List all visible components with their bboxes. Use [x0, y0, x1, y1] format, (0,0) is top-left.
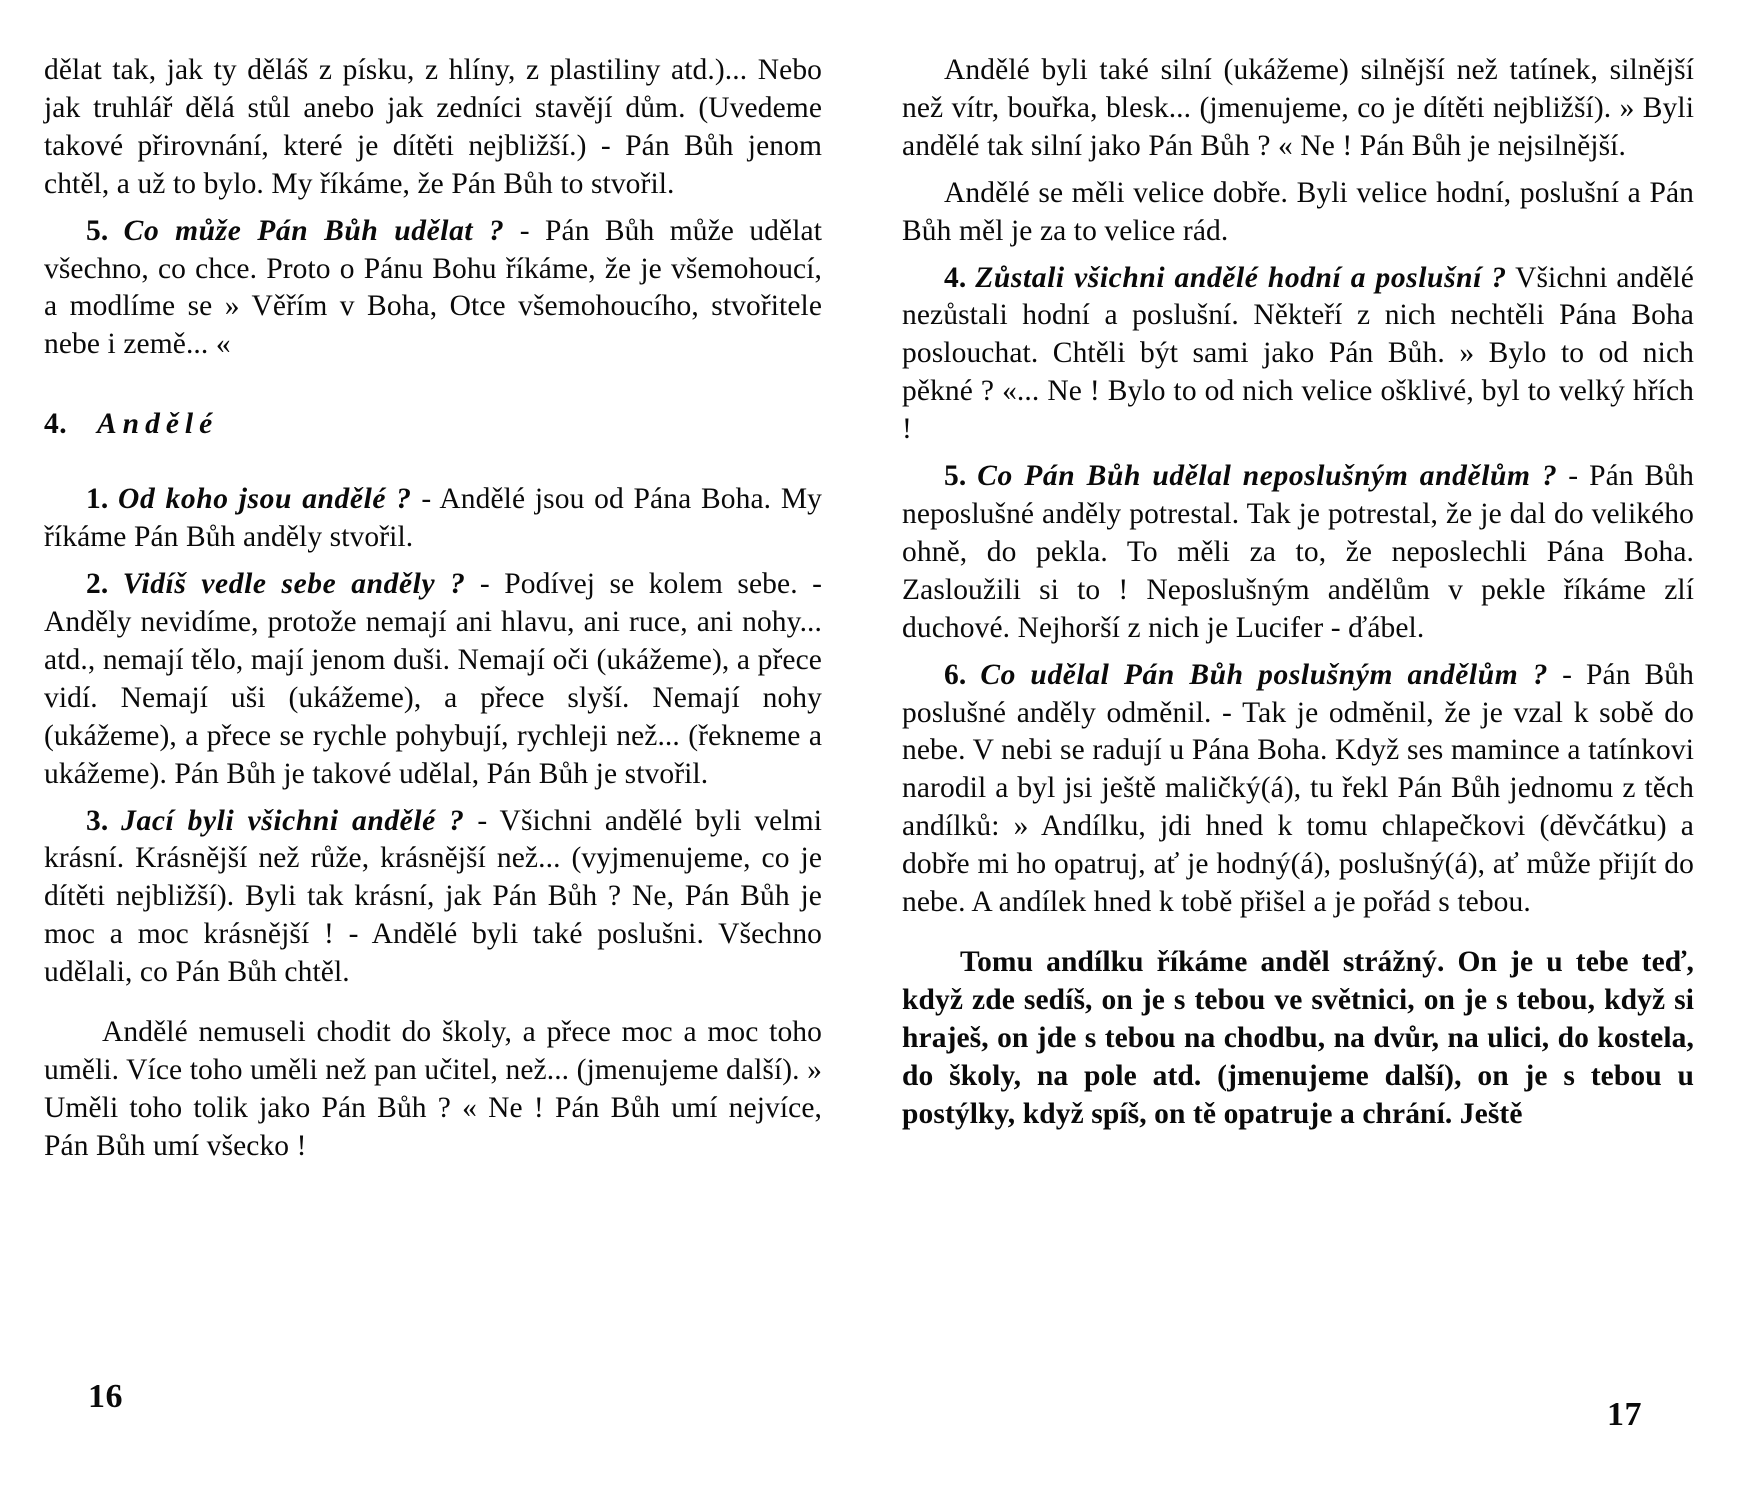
- item-answer: - Pán Bůh poslušné anděly odměnil. - Tak je odměnil, že je vzal k sobě do nebe. V nebi se radují u Pána Boha. Když ses mamince a tatínkovi narodil a byl jsi ještě maličký(á), tu řekl Pán Bůh jednomu z těch andílků: » Andílku, jdi hned k tomu chlapečkovi (děvčátku) a dobře mi ho opatruj, ať je hodný(á), poslušný(á), ať může přijít do nebe. A andílek hned k tobě přišel a je pořád s tebou.: [902, 658, 1694, 919]
- question-item-5-right: [902, 458, 1694, 648]
- question-item-3: [44, 803, 822, 993]
- item-number: 3.: [86, 804, 109, 837]
- item-question: Jací byli všichni andělé ?: [121, 804, 465, 837]
- item-number: 4.: [944, 261, 967, 294]
- folio-right: 17: [1607, 1396, 1642, 1433]
- item-answer: - Pán Bůh neposlušné anděly potrestal. Tak je potrestal, že je dal do velikého ohně, do pekla. To měli za to, že neposlechli Pána Boha. Zasloužili si to ! Neposlušným andělům v pekle říkáme zlí duchové. Nejhorší z nich je Lucifer - ďábel.: [902, 460, 1695, 644]
- section-title: Andělé: [97, 408, 219, 441]
- item-answer: - Všichni andělé byli velmi krásní. Krásnější než růže, krásnější než... (vyjmenujeme, co je dítěti nejbližší). Byli tak krásní, jak Pán Bůh ? Ne, Pán Bůh je moc a moc krásnější ! - Andělé byli také poslušni. Všechno udělali, co Pán Bůh chtěl.: [44, 804, 823, 989]
- question-item-2: [44, 566, 822, 793]
- item-number: 5.: [86, 214, 109, 247]
- item-answer: Všichni andělé nezůstali hodní a poslušní. Někteří z nich nechtěli Pána Boha poslouchat. Chtěli být sami jako Pán Bůh. » Bylo to od nich pěkné ? «... Ne ! Bylo to od nich velice ošklivé, byl to velký hřích !: [902, 261, 1695, 446]
- right-column-text: [902, 52, 1694, 1133]
- folio-left: 16: [88, 1378, 123, 1415]
- item-question: Co může Pán Bůh udělat ?: [123, 214, 505, 247]
- item-number: 2.: [86, 568, 109, 601]
- item-number: 6.: [944, 658, 967, 691]
- item-number: 1.: [86, 483, 109, 516]
- item-answer: - Andělé jsou od Pána Boha. My říkáme Pán Bůh anděly stvořil.: [44, 483, 823, 554]
- item-question: Co Pán Bůh udělal neposlušným andělům ?: [977, 460, 1558, 493]
- item-question: Vidíš vedle sebe anděly ?: [122, 568, 466, 601]
- paragraph-angels-strength: Andělé byli také silní (ukážeme) silnější než tatínek, silnější než vítr, bouřka, blesk... (jmenujeme, co je dítěti nejbližší). » Byli andělé tak silní jako Pán Bůh ? « Ne ! Pán Bůh je nejsilnější.: [902, 54, 1694, 162]
- question-item-1: [44, 481, 822, 557]
- item-answer: - Pán Bůh může udělat všechno, co chce. Proto o Pánu Bohu říkáme, že je všemohoucí, a modlíme se » Věřím v Boha, Otce všemohoucího, stvořitele nebe i země... «: [44, 214, 823, 361]
- question-item-4: [902, 260, 1694, 450]
- page-right: [862, 52, 1694, 1452]
- section-number: 4.: [44, 408, 68, 441]
- paragraph-angels-wellbeing: Andělé se měli velice dobře. Byli velice hodní, poslušní a Pán Bůh měl je za to velice rád.: [902, 176, 1694, 247]
- page-left: [44, 52, 862, 1452]
- paragraph-continuation: dělat tak, jak ty děláš z písku, z hlíny, z plastiliny atd.)... Nebo jak truhlář dělá stůl anebo jak zedníci stavějí dům. (Uvedeme takové přirovnání, které je dítěti nejbližší.) - Pán Bůh jenom chtěl, a už to bylo. My říkáme, že Pán Bůh to stvořil.: [44, 54, 823, 200]
- section-heading: [44, 408, 822, 441]
- item-number: 5.: [944, 460, 967, 493]
- item-question: Zůstali všichni andělé hodní a poslušní ?: [975, 261, 1507, 294]
- question-item-6: [902, 657, 1694, 922]
- paragraph-guardian-angel: Tomu andílku říkáme anděl strážný. On je u tebe teď, když zde sedíš, on je s tebou ve světnici, on je s tebou, když si hraješ, on jde s tebou na chodbu, na dvůr, na ulici, do kostela, do školy, na pole atd. (jmenujeme další), on je s tebou u postýlky, když spíš, on tě opatruje a chrání. Ještě: [902, 945, 1694, 1130]
- item-question: Co udělal Pán Bůh poslušným andělům ?: [980, 658, 1549, 691]
- item-answer: - Podívej se kolem sebe. - Anděly nevidíme, protože nemají ani hlavu, ani ruce, ani nohy... atd., nemají tělo, mají jenom duši. Nemají oči (ukážeme), a přece vidí. Nemají uši (ukážeme), a přece slyší. Nemají nohy (ukážeme), a přece se rychle pohybují, rychleji než... (řekneme a ukážeme). Pán Bůh je takové udělal, Pán Bůh je stvořil.: [44, 568, 823, 790]
- question-item-5: [44, 213, 822, 365]
- left-column-text: [44, 52, 822, 1166]
- item-question: Od koho jsou andělé ?: [118, 483, 412, 516]
- paragraph-angels-knowledge: Andělé nemuseli chodit do školy, a přece moc a moc toho uměli. Více toho uměli než pan učitel, než... (jmenujeme další). » Uměli toho tolik jako Pán Bůh ? « Ne ! Pán Bůh umí nejvíce, Pán Bůh umí všecko !: [44, 1016, 823, 1162]
